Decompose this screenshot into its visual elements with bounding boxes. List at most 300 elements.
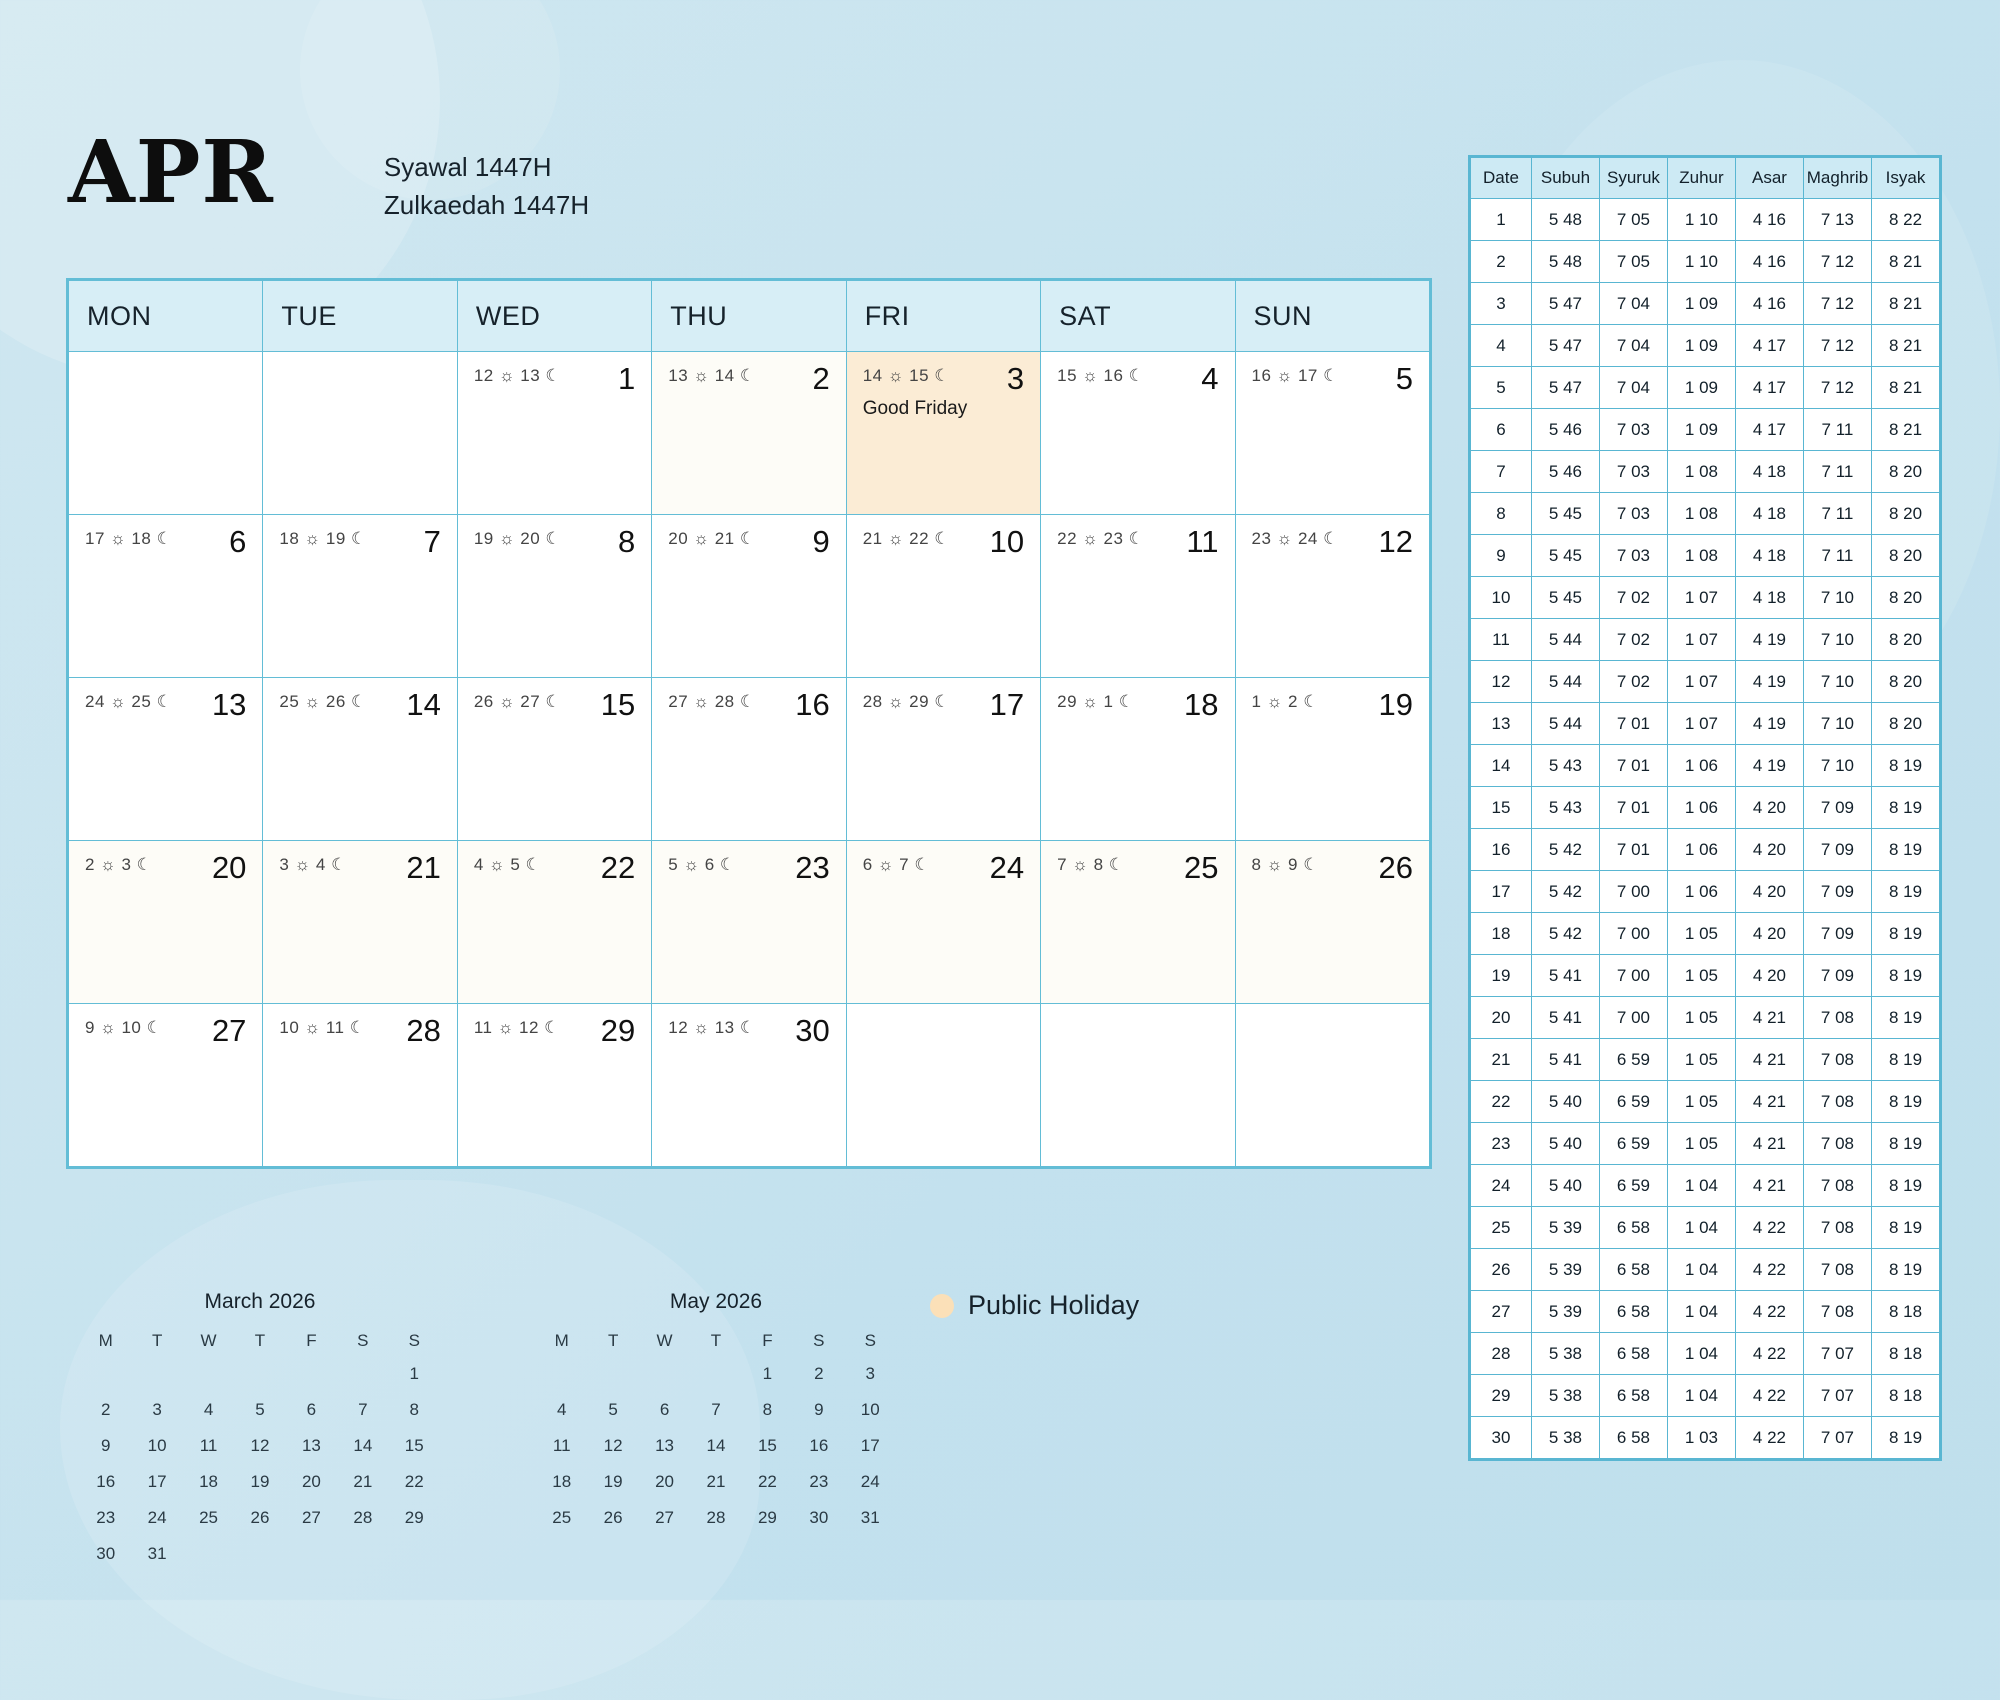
prayer-time-cell: 1 08 (1667, 493, 1735, 535)
mini-day[interactable]: 3 (865, 1364, 875, 1383)
mini-day[interactable]: 18 (199, 1472, 219, 1491)
prayer-time-cell: 8 21 (1871, 283, 1939, 325)
prayer-table-row (1471, 241, 1940, 283)
day-number: 22 (600, 850, 636, 885)
prayer-time-cell: 7 11 (1803, 409, 1871, 451)
legend (930, 1290, 1139, 1321)
mini-day-empty (234, 1356, 285, 1392)
prayer-time-cell: 6 58 (1599, 1291, 1667, 1333)
mini-week-row (536, 1392, 896, 1428)
mini-day[interactable]: 30 (96, 1544, 116, 1563)
mini-day[interactable]: 29 (404, 1508, 424, 1527)
mini-month-group (80, 1290, 896, 1572)
prayer-time-cell: 5 45 (1531, 577, 1599, 619)
mini-day[interactable]: 25 (199, 1508, 219, 1527)
day-cell[interactable] (1041, 515, 1235, 678)
prayer-time-cell: 7 02 (1599, 619, 1667, 661)
day-cell-top (458, 515, 651, 559)
mini-month (536, 1290, 896, 1572)
prayer-time-cell: 7 11 (1803, 451, 1871, 493)
day-cell-top (847, 515, 1040, 559)
prayer-date-cell: 9 (1471, 535, 1532, 577)
day-cell-top (652, 841, 845, 885)
prayer-time-cell: 7 10 (1803, 577, 1871, 619)
prayer-time-cell: 8 20 (1871, 577, 1939, 619)
day-cell-top (652, 352, 845, 396)
mini-day[interactable]: 27 (655, 1508, 675, 1527)
mini-week-row (80, 1356, 440, 1392)
mini-day[interactable]: 31 (860, 1508, 880, 1527)
prayer-time-cell: 6 59 (1599, 1123, 1667, 1165)
prayer-date-cell: 22 (1471, 1081, 1532, 1123)
mini-weekday-header: T (710, 1331, 722, 1350)
hijri-month-line-1: Syawal 1447H (383, 152, 552, 182)
prayer-time-cell: 7 08 (1803, 1249, 1871, 1291)
mini-weekday-header: T (607, 1331, 619, 1350)
legend-label: Public Holiday (968, 1290, 1140, 1320)
prayer-time-cell: 7 07 (1803, 1417, 1871, 1459)
weekday-header-mon: MON (69, 281, 263, 352)
mini-day[interactable]: 6 (306, 1400, 317, 1419)
mini-day[interactable]: 14 (353, 1436, 373, 1455)
hijri-month-line-2: Zulkaedah 1447H (383, 190, 590, 220)
mini-day[interactable]: 7 (358, 1400, 368, 1419)
prayer-time-cell: 8 19 (1871, 829, 1939, 871)
weekday-header-sun: SUN (1235, 281, 1429, 352)
prayer-time-cell: 7 04 (1599, 283, 1667, 325)
prayer-table-row (1471, 787, 1940, 829)
day-cell-empty (846, 1004, 1040, 1167)
day-cell[interactable] (652, 678, 846, 841)
prayer-time-cell: 1 09 (1667, 367, 1735, 409)
mini-day[interactable]: 13 (301, 1436, 321, 1455)
day-cell-top (263, 1004, 456, 1048)
prayer-time-cell: 4 16 (1735, 241, 1803, 283)
day-cell[interactable] (457, 515, 651, 678)
day-cell[interactable] (263, 678, 457, 841)
mini-day[interactable]: 22 (404, 1472, 424, 1491)
prayer-time-cell: 8 21 (1871, 409, 1939, 451)
prayer-time-cell: 1 04 (1667, 1165, 1735, 1207)
day-cell[interactable] (1041, 841, 1235, 1004)
mini-day-empty (337, 1356, 388, 1392)
prayer-table-row (1471, 871, 1940, 913)
prayer-table-row (1471, 703, 1940, 745)
prayer-date-cell: 25 (1471, 1207, 1532, 1249)
day-number: 4 (1201, 361, 1219, 396)
prayer-time-cell: 7 08 (1803, 1291, 1871, 1333)
day-number: 8 (618, 524, 636, 559)
prayer-time-cell: 6 58 (1599, 1333, 1667, 1375)
mini-day[interactable]: 23 (96, 1508, 116, 1527)
day-number: 5 (1395, 361, 1413, 396)
hijri-date-label: 14 ☼ 15 ☾ (862, 366, 950, 385)
mini-weekday-header: T (151, 1331, 163, 1350)
mini-week-row (80, 1428, 440, 1464)
prayer-column-header-isyak: Isyak (1871, 158, 1939, 199)
day-cell[interactable] (457, 1004, 651, 1167)
mini-week-row (536, 1464, 896, 1500)
day-cell-top (69, 841, 262, 885)
mini-day[interactable]: 2 (814, 1364, 824, 1383)
mini-day[interactable]: 20 (301, 1472, 321, 1491)
mini-day[interactable]: 7 (711, 1400, 721, 1419)
hijri-date-label: 10 ☼ 11 ☾ (279, 1018, 366, 1037)
mini-day-empty (587, 1356, 638, 1392)
prayer-time-cell: 7 07 (1803, 1375, 1871, 1417)
prayer-date-cell: 13 (1471, 703, 1532, 745)
mini-day[interactable]: 15 (757, 1436, 777, 1455)
mini-day[interactable]: 28 (353, 1508, 373, 1527)
day-cell-top (652, 678, 845, 722)
mini-month-title: March 2026 (204, 1290, 316, 1313)
prayer-time-cell: 7 02 (1599, 577, 1667, 619)
prayer-time-cell: 4 21 (1735, 997, 1803, 1039)
day-cell[interactable] (846, 515, 1040, 678)
prayer-time-cell: 7 10 (1803, 703, 1871, 745)
day-number: 19 (1378, 687, 1413, 722)
prayer-time-cell: 7 07 (1803, 1333, 1871, 1375)
mini-day[interactable]: 20 (655, 1472, 675, 1491)
prayer-time-cell: 7 09 (1803, 871, 1871, 913)
day-cell-top (458, 841, 651, 885)
day-cell[interactable] (69, 841, 263, 1004)
mini-weekday-header: M (554, 1331, 569, 1350)
prayer-time-cell: 7 05 (1599, 241, 1667, 283)
mini-day[interactable]: 18 (552, 1472, 572, 1491)
mini-day-empty (639, 1536, 690, 1552)
mini-day-empty (183, 1356, 234, 1392)
mini-day[interactable]: 23 (809, 1472, 829, 1491)
prayer-time-cell: 7 13 (1803, 199, 1871, 241)
prayer-date-cell: 18 (1471, 913, 1532, 955)
weekday-header-tue: TUE (263, 281, 457, 352)
prayer-date-cell: 8 (1471, 493, 1532, 535)
prayer-time-cell: 7 08 (1803, 1081, 1871, 1123)
mini-day[interactable]: 12 (603, 1436, 623, 1455)
day-number: 18 (1184, 687, 1219, 722)
mini-day[interactable]: 26 (250, 1508, 270, 1527)
prayer-date-cell: 17 (1471, 871, 1532, 913)
prayer-time-cell: 6 58 (1599, 1207, 1667, 1249)
mini-day[interactable]: 1 (762, 1364, 773, 1383)
prayer-time-cell: 4 18 (1735, 451, 1803, 493)
day-cell-top (1041, 841, 1234, 885)
prayer-time-cell: 7 03 (1599, 535, 1667, 577)
day-cell[interactable] (69, 678, 263, 841)
prayer-date-cell: 20 (1471, 997, 1532, 1039)
prayer-time-cell: 1 08 (1667, 451, 1735, 493)
day-cell[interactable] (652, 352, 846, 515)
mini-day[interactable]: 19 (603, 1472, 623, 1491)
prayer-time-cell: 4 19 (1735, 661, 1803, 703)
prayer-time-cell: 7 04 (1599, 367, 1667, 409)
day-cell-top (69, 1004, 262, 1048)
mini-day-empty (337, 1536, 388, 1572)
prayer-time-cell: 5 43 (1531, 745, 1599, 787)
mini-day[interactable]: 16 (96, 1472, 116, 1491)
hijri-date-label: 11 ☼ 12 ☾ (473, 1018, 560, 1037)
mini-month-title: May 2026 (669, 1290, 763, 1313)
mini-month (80, 1290, 440, 1572)
mini-day[interactable]: 17 (147, 1472, 167, 1491)
prayer-time-cell: 4 21 (1735, 1165, 1803, 1207)
public-holiday-swatch (930, 1294, 954, 1318)
month-grid (66, 278, 1432, 1169)
day-cell[interactable] (1041, 678, 1235, 841)
hijri-date-label: 12 ☼ 13 ☾ (668, 1018, 756, 1037)
prayer-time-cell: 8 19 (1871, 1249, 1939, 1291)
prayer-date-cell: 3 (1471, 283, 1532, 325)
prayer-time-cell: 5 39 (1531, 1291, 1599, 1333)
mini-day[interactable]: 4 (203, 1400, 214, 1419)
mini-day[interactable]: 8 (762, 1400, 773, 1419)
day-cell-top (458, 352, 651, 396)
prayer-time-cell: 1 07 (1667, 619, 1735, 661)
day-cell[interactable] (263, 515, 457, 678)
mini-day[interactable]: 24 (147, 1508, 167, 1527)
prayer-time-cell: 8 21 (1871, 241, 1939, 283)
prayer-time-cell: 7 08 (1803, 1207, 1871, 1249)
prayer-time-cell: 8 19 (1871, 1123, 1939, 1165)
event-label: Good Friday (862, 398, 968, 419)
day-cell[interactable] (1235, 515, 1429, 678)
mini-day[interactable]: 15 (404, 1436, 424, 1455)
prayer-time-cell: 5 39 (1531, 1207, 1599, 1249)
prayer-time-cell: 4 17 (1735, 367, 1803, 409)
mini-day[interactable]: 11 (552, 1436, 571, 1455)
prayer-time-cell: 7 09 (1803, 913, 1871, 955)
day-cell-top (847, 678, 1040, 722)
hijri-date-label: 26 ☼ 27 ☾ (473, 692, 562, 711)
mini-day[interactable]: 6 (659, 1400, 670, 1419)
prayer-time-cell: 1 07 (1667, 661, 1735, 703)
hijri-date-label: 2 ☼ 3 ☾ (85, 855, 153, 874)
prayer-date-cell: 26 (1471, 1249, 1532, 1291)
prayer-time-cell: 4 20 (1735, 955, 1803, 997)
mini-day[interactable]: 28 (706, 1508, 726, 1527)
prayer-table-row (1471, 745, 1940, 787)
mini-day-empty (183, 1536, 234, 1572)
day-number: 16 (795, 687, 830, 722)
weekday-header-sat: SAT (1041, 281, 1235, 352)
day-cell[interactable] (846, 841, 1040, 1004)
mini-day[interactable]: 4 (556, 1400, 567, 1419)
prayer-time-cell: 8 22 (1871, 199, 1939, 241)
prayer-time-cell: 7 00 (1599, 871, 1667, 913)
mini-day[interactable]: 5 (608, 1400, 618, 1419)
prayer-time-cell: 7 01 (1599, 745, 1667, 787)
prayer-time-cell: 7 11 (1803, 535, 1871, 577)
prayer-time-cell: 7 00 (1599, 913, 1667, 955)
prayer-time-cell: 1 04 (1667, 1333, 1735, 1375)
prayer-time-cell: 5 39 (1531, 1249, 1599, 1291)
day-cell[interactable] (846, 352, 1040, 515)
mini-weekday-header: W (656, 1331, 673, 1350)
prayer-time-cell: 7 03 (1599, 493, 1667, 535)
hijri-date-label: 6 ☼ 7 ☾ (862, 855, 931, 874)
prayer-time-cell: 7 04 (1599, 325, 1667, 367)
mini-day[interactable]: 14 (706, 1436, 726, 1455)
mini-day[interactable]: 21 (706, 1472, 726, 1491)
mini-day[interactable]: 11 (199, 1436, 218, 1455)
prayer-time-cell: 4 20 (1735, 913, 1803, 955)
day-cell[interactable] (1235, 678, 1429, 841)
mini-day[interactable]: 27 (301, 1508, 321, 1527)
day-cell-top (1041, 678, 1234, 722)
prayer-table-row (1471, 283, 1940, 325)
prayer-time-cell: 8 21 (1871, 367, 1939, 409)
day-number: 20 (211, 850, 247, 885)
day-cell-top (263, 678, 456, 722)
hijri-date-label: 18 ☼ 19 ☾ (279, 529, 367, 548)
prayer-time-cell: 1 06 (1667, 871, 1735, 913)
day-cell[interactable] (846, 678, 1040, 841)
prayer-column-header-maghrib: Maghrib (1803, 158, 1871, 199)
hijri-date-label: 17 ☼ 18 ☾ (85, 529, 173, 548)
prayer-table-row (1471, 1081, 1940, 1123)
prayer-time-cell: 1 09 (1667, 409, 1735, 451)
prayer-time-cell: 1 05 (1667, 1081, 1735, 1123)
day-number: 14 (406, 687, 441, 722)
mini-day-empty (639, 1356, 690, 1392)
prayer-time-cell: 1 03 (1667, 1417, 1735, 1459)
day-cell[interactable] (652, 1004, 846, 1167)
mini-day[interactable]: 16 (809, 1436, 829, 1455)
prayer-time-cell: 8 21 (1871, 325, 1939, 367)
day-cell[interactable] (263, 1004, 457, 1167)
weekday-header-thu: THU (652, 281, 846, 352)
prayer-date-cell: 12 (1471, 661, 1532, 703)
prayer-table-row (1471, 367, 1940, 409)
day-cell-top (1236, 841, 1429, 885)
prayer-time-cell: 7 01 (1599, 787, 1667, 829)
prayer-time-cell: 4 19 (1735, 745, 1803, 787)
prayer-time-cell: 5 44 (1531, 661, 1599, 703)
mini-week-row (80, 1392, 440, 1428)
mini-day[interactable]: 9 (814, 1400, 824, 1419)
mini-day[interactable]: 1 (409, 1364, 419, 1383)
prayer-time-cell: 4 19 (1735, 703, 1803, 745)
mini-day[interactable]: 9 (100, 1436, 111, 1455)
prayer-time-cell: 7 03 (1599, 451, 1667, 493)
hijri-date-label: 9 ☼ 10 ☾ (85, 1018, 163, 1037)
day-number: 12 (1378, 524, 1413, 559)
prayer-table-row (1471, 1417, 1940, 1459)
day-cell[interactable] (263, 841, 457, 1004)
day-cell[interactable] (1235, 352, 1429, 515)
day-number: 23 (795, 850, 830, 885)
prayer-column-header-subuh: Subuh (1531, 158, 1599, 199)
mini-day[interactable]: 21 (353, 1472, 373, 1491)
mini-day[interactable]: 25 (552, 1508, 572, 1527)
prayer-date-cell: 6 (1471, 409, 1532, 451)
day-cell-top (1236, 352, 1429, 396)
prayer-time-cell: 1 04 (1667, 1249, 1735, 1291)
prayer-time-cell: 1 07 (1667, 577, 1735, 619)
prayer-date-cell: 28 (1471, 1333, 1532, 1375)
day-cell-top (1236, 515, 1429, 559)
mini-week-row (536, 1428, 896, 1464)
prayer-time-cell: 4 21 (1735, 1039, 1803, 1081)
mini-day-empty (587, 1536, 638, 1552)
day-cell-empty (1041, 1004, 1235, 1167)
month-title: APR (68, 122, 274, 223)
prayer-date-cell: 15 (1471, 787, 1532, 829)
mini-day[interactable]: 31 (147, 1544, 167, 1563)
mini-day[interactable]: 12 (250, 1436, 270, 1455)
prayer-time-cell: 7 00 (1599, 955, 1667, 997)
prayer-time-cell: 8 20 (1871, 661, 1939, 703)
prayer-time-cell: 1 05 (1667, 1039, 1735, 1081)
day-cell[interactable] (1235, 841, 1429, 1004)
day-cell[interactable] (457, 678, 651, 841)
day-cell[interactable] (69, 515, 263, 678)
mini-day[interactable]: 24 (860, 1472, 880, 1491)
prayer-time-cell: 7 12 (1803, 325, 1871, 367)
mini-week-row (536, 1536, 896, 1552)
prayer-date-cell: 24 (1471, 1165, 1532, 1207)
prayer-time-cell: 6 59 (1599, 1081, 1667, 1123)
mini-day[interactable]: 19 (250, 1472, 270, 1491)
prayer-time-cell: 7 10 (1803, 661, 1871, 703)
mini-day-empty (536, 1536, 587, 1552)
day-cell[interactable] (69, 1004, 263, 1167)
hijri-date-label: 16 ☼ 17 ☾ (1251, 366, 1339, 385)
mini-day-empty (690, 1536, 741, 1552)
mini-day[interactable]: 13 (655, 1436, 675, 1455)
mini-day-empty (845, 1536, 896, 1552)
day-cell[interactable] (652, 515, 846, 678)
day-cell[interactable] (457, 352, 651, 515)
day-cell[interactable] (652, 841, 846, 1004)
mini-day[interactable]: 26 (603, 1508, 623, 1527)
mini-day[interactable]: 10 (147, 1436, 167, 1455)
prayer-time-cell: 5 44 (1531, 703, 1599, 745)
mini-day-empty (131, 1356, 182, 1392)
mini-day[interactable]: 2 (100, 1400, 111, 1419)
day-number: 21 (406, 850, 441, 885)
prayer-table-row (1471, 913, 1940, 955)
mini-day[interactable]: 17 (860, 1436, 880, 1455)
mini-day[interactable]: 29 (757, 1508, 777, 1527)
prayer-table-row (1471, 1291, 1940, 1333)
prayer-time-cell: 8 18 (1871, 1291, 1939, 1333)
mini-day[interactable]: 5 (255, 1400, 265, 1419)
hijri-months (384, 148, 589, 224)
day-cell-top (1236, 678, 1429, 722)
prayer-table-row (1471, 661, 1940, 703)
prayer-time-cell: 6 58 (1599, 1375, 1667, 1417)
mini-day[interactable]: 10 (860, 1400, 880, 1419)
mini-day[interactable]: 3 (152, 1400, 162, 1419)
mini-day[interactable]: 8 (409, 1400, 419, 1419)
prayer-time-cell: 7 12 (1803, 241, 1871, 283)
hijri-date-label: 28 ☼ 29 ☾ (862, 692, 950, 711)
mini-day[interactable]: 30 (809, 1508, 829, 1527)
prayer-time-cell: 7 09 (1803, 787, 1871, 829)
day-number: 29 (600, 1013, 636, 1048)
hijri-date-label: 22 ☼ 23 ☾ (1057, 529, 1145, 548)
prayer-table-row (1471, 493, 1940, 535)
prayer-time-cell: 1 08 (1667, 535, 1735, 577)
prayer-time-cell: 5 47 (1531, 325, 1599, 367)
day-number: 13 (211, 687, 247, 722)
mini-day[interactable]: 22 (757, 1472, 777, 1491)
day-cell[interactable] (457, 841, 651, 1004)
prayer-time-cell: 4 18 (1735, 577, 1803, 619)
day-cell[interactable] (1041, 352, 1235, 515)
